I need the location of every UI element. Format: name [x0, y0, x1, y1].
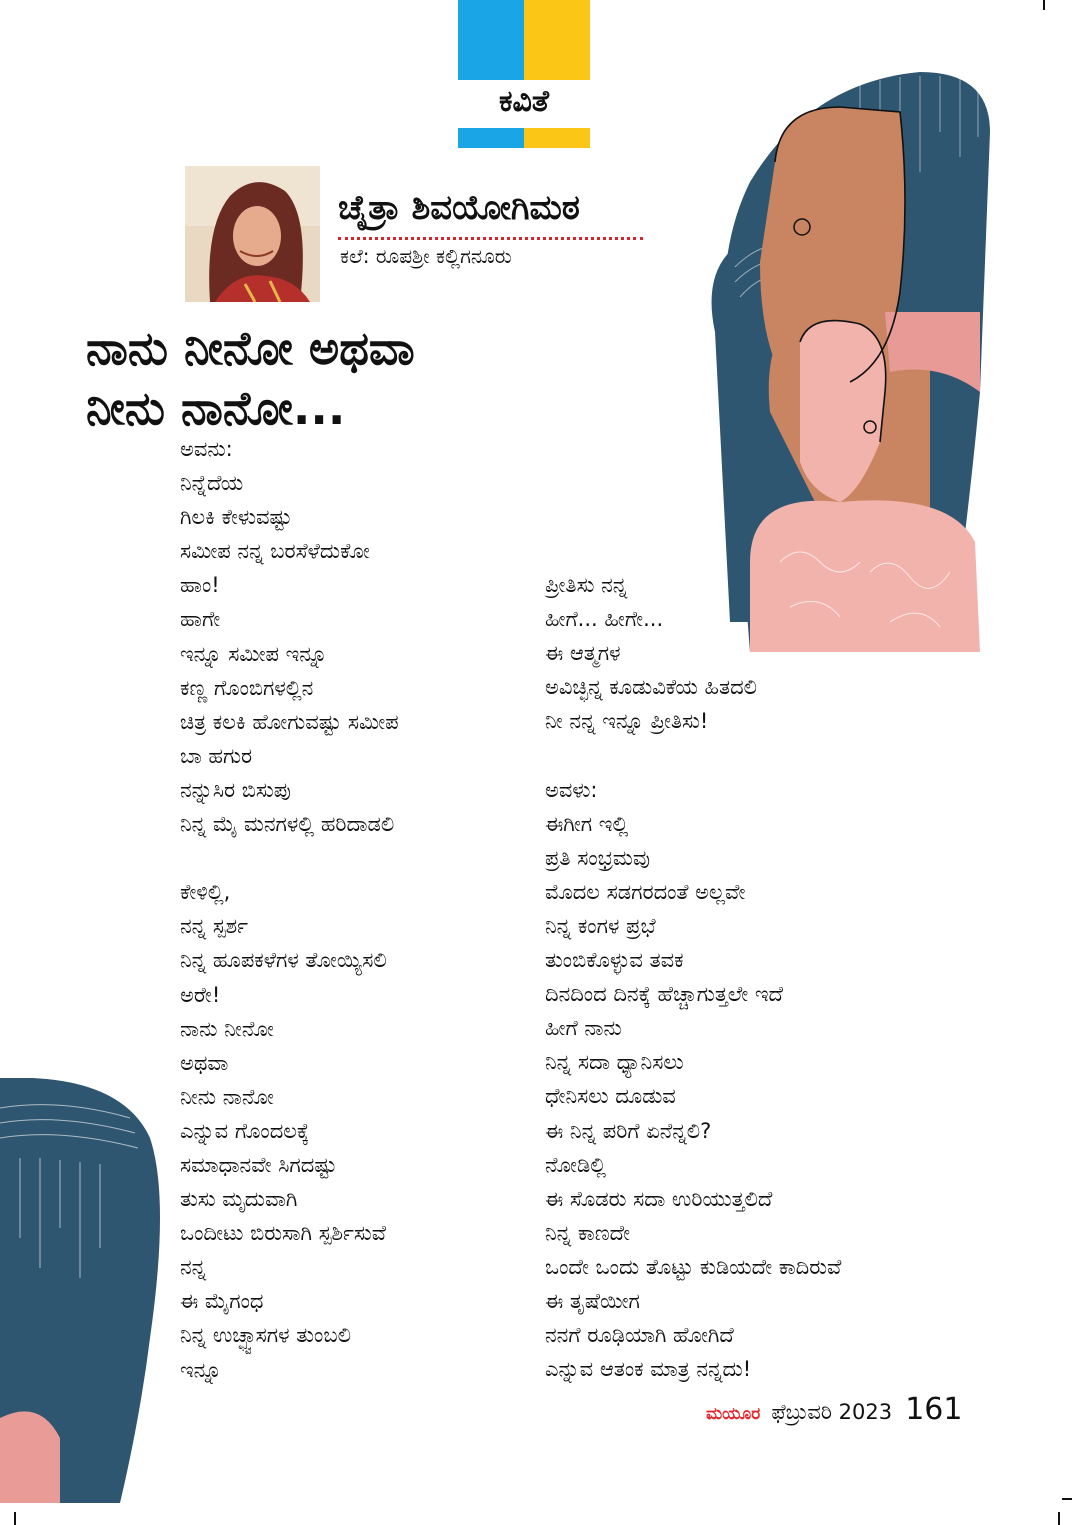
- poem-line: ಒಂದೀಟು ಬಿರುಸಾಗಿ ಸ್ಪರ್ಶಿಸುವೆ: [180, 1221, 387, 1246]
- poem-line: ನಿನ್ನ ಕಾಣದೇ: [545, 1220, 631, 1245]
- poem-line: ನಿನ್ನ ಉಚ್ಛ್ವಾಸಗಳ ತುಂಬಲಿ: [180, 1323, 351, 1348]
- poem-line: ಧೇನಿಸಲು ದೂಡುವ: [545, 1084, 676, 1109]
- poem-line: ಚಿತ್ರ ಕಲಕಿ ಹೋಗುವಷ್ಟು ಸಮೀಪ: [180, 709, 399, 734]
- crop-mark-top: [1043, 0, 1045, 10]
- poem-column-left: [180, 432, 399, 1387]
- poem-line: ಈ ಸೊಡರು ಸದಾ ಉರಿಯುತ್ತಲಿದೆ: [545, 1186, 773, 1211]
- poem-title-line-1: ನಾನು ನೀನೋ ಅಥವಾ: [86, 321, 415, 375]
- poem-line: ಅವಳು:: [545, 777, 598, 802]
- poem-line: ಹೀಗೆ ನಾನು: [545, 1016, 622, 1041]
- illustration-hair-fragment: [0, 1078, 170, 1503]
- poem-line: ಈ ಮೈಗಂಧ: [180, 1289, 264, 1314]
- poem-line: ಬಾ ಹಗುರ: [180, 743, 253, 768]
- poem-line: ನೀನು ನಾನೋ: [180, 1084, 274, 1109]
- poem-line: ನಾನು ನೀನೋ: [180, 1016, 274, 1041]
- crop-mark-bottom-right: [1058, 1512, 1060, 1525]
- poem-line: ನನ್ನ: [180, 1255, 207, 1280]
- issue-date: ಫೆಬ್ರುವರಿ 2023: [771, 1400, 893, 1424]
- poem-line: ನನ್ನ ಸ್ಪರ್ಶ: [180, 914, 249, 939]
- poem-line: ಪ್ರೀತಿಸು ನನ್ನ: [545, 573, 628, 597]
- poem-title: [86, 318, 415, 438]
- poem-line: ಅವನು:: [180, 437, 233, 461]
- poem-line: ಈ ಆತ್ಮಗಳ: [545, 641, 621, 666]
- poem-line: ನಿನ್ನ ಕಂಗಳ ಪ್ರಭೆ: [545, 913, 656, 938]
- poem-line: [180, 841, 399, 875]
- poem-line: ಇನ್ನೂ: [180, 1357, 222, 1382]
- poem-line: ಹಾಗೇ: [180, 607, 221, 632]
- poem-line: ಹೀಗೆ... ಹೀಗೇ...: [545, 607, 664, 632]
- poem-line: ಪ್ರತಿ ಸಂಭ್ರಮವು: [545, 845, 650, 870]
- poem-line: ನನಗೆ ರೂಢಿಯಾಗಿ ಹೋಗಿದೆ: [545, 1323, 734, 1348]
- poem-line: ಸಮೀಪ ನನ್ನ ಬರಸೆಳೆದುಕೋ: [180, 539, 370, 564]
- header-blue-block: [458, 0, 524, 80]
- poem-line: ನಿನ್ನೆದೆಯ: [180, 471, 244, 496]
- crop-mark-bottom-left: [14, 1512, 16, 1525]
- page-footer: [706, 1392, 962, 1427]
- poem-line: ಗಿಲಕಿ ಕೇಳುವಷ್ಟು: [180, 505, 292, 530]
- poem-line: ನೀ ನನ್ನ ಇನ್ನೂ ಪ್ರೀತಿಸು!: [545, 709, 709, 734]
- poem-title-line-2: ನೀನು ನಾನೋ...: [86, 381, 346, 435]
- crop-mark-right: [1062, 1498, 1072, 1500]
- poem-line: ನಿನ್ನ ಸದಾ ಧ್ಯಾನಿಸಲು: [545, 1050, 684, 1075]
- illustration-faces: [690, 62, 1035, 652]
- poem-line: ಈ ನಿನ್ನ ಪರಿಗೆ ಏನೆನ್ನಲಿ?: [545, 1118, 712, 1143]
- poem-line: ನಿನ್ನ ಮೈ ಮನಗಳಲ್ಲಿ ಹರಿದಾಡಲಿ: [180, 812, 395, 837]
- poem-line: ಸಮಾಧಾನವೇ ಸಿಗದಷ್ಟು: [180, 1152, 337, 1177]
- header-blue-strip: [458, 128, 524, 148]
- poem-line: ಎನ್ನುವ ಆತಂಕ ಮಾತ್ರ ನನ್ನದು!: [545, 1357, 752, 1382]
- section-label: ಕವಿತೆ: [499, 84, 549, 119]
- poem-line: ಇನ್ನೂ ಸಮೀಪ ಇನ್ನೂ: [180, 641, 328, 666]
- poem-line: ಮೊದಲ ಸಡಗರದಂತೆ ಅಲ್ಲವೇ: [545, 879, 746, 904]
- poem-line: ಹಾಂ!: [180, 573, 220, 598]
- poem-line: ದಿನದಿಂದ ದಿನಕ್ಕೆ ಹೆಚ್ಚಾಗುತ್ತಲೇ ಇದೆ: [545, 982, 783, 1007]
- poem-line: ನನ್ನುಸಿರ ಬಿಸುಪು: [180, 777, 291, 802]
- art-credit: ಕಲೆ: ರೂಪಶ್ರೀ ಕಲ್ಲಿಗನೂರು: [340, 244, 512, 268]
- author-name: ಚೈತ್ರಾ ಶಿವಯೋಗಿಮಠ: [338, 188, 580, 228]
- poem-line: ಈಗೀಗ ಇಲ್ಲಿ: [545, 811, 629, 836]
- poem-line: ಈ ತೃಷೆಯೀಗ: [545, 1288, 640, 1313]
- poem-line: ಎನ್ನುವ ಗೊಂದಲಕ್ಕೆ: [180, 1118, 310, 1143]
- poem-line: ನಿನ್ನ ಹೂಪಕಳೆಗಳ ತೋಯ್ಯಿಸಲಿ: [180, 948, 387, 973]
- section-header: [458, 0, 590, 150]
- poem-line: ತುಸು ಮೃದುವಾಗಿ: [180, 1187, 298, 1212]
- author-photo: [185, 166, 320, 302]
- header-yellow-block: [524, 0, 590, 80]
- poem-line: ತುಂಬಿಕೊಳ್ಳುವ ತವಕ: [545, 948, 684, 973]
- poem-line: ನೋಡಿಲ್ಲಿ: [545, 1152, 607, 1177]
- magazine-name: ಮಯೂರ: [706, 1404, 761, 1424]
- author-divider: [338, 237, 643, 240]
- poem-line: ಅವಿಚ್ಛಿನ್ನ ಕೂಡುವಿಕೆಯ ಹಿತದಲಿ: [545, 675, 758, 700]
- poem-line: ಕೇಳಿಲ್ಲಿ,: [180, 880, 231, 905]
- poem-line: ಕಣ್ಣ ಗೊಂಬಿಗಳಲ್ಲಿನ: [180, 675, 314, 700]
- header-yellow-strip: [524, 128, 590, 148]
- poem-column-right: [545, 568, 841, 1386]
- poem-line: ಅಥವಾ: [180, 1050, 229, 1075]
- poem-line: ಒಂದೇ ಒಂದು ತೊಟ್ಟು ಕುಡಿಯದೇ ಕಾದಿರುವೆ: [545, 1254, 842, 1279]
- page-number: 161: [905, 1392, 963, 1427]
- poem-line: [545, 738, 841, 772]
- poem-line: ಅರೇ!: [180, 982, 221, 1007]
